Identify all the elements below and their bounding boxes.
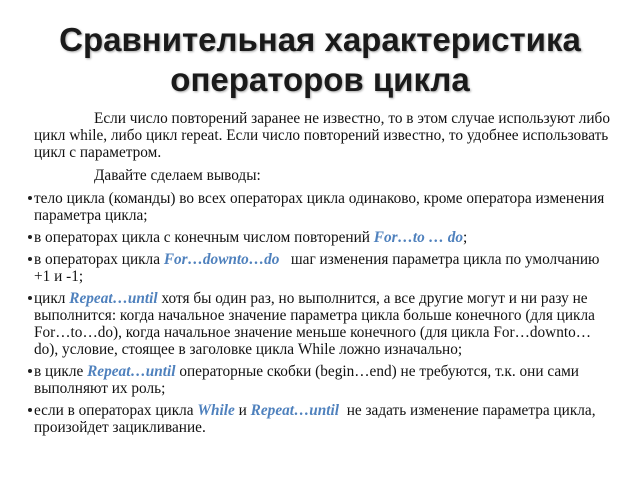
- bullet-icon: [28, 196, 32, 200]
- list-item-text: если в операторах цикла: [34, 402, 198, 419]
- conclusions-list: [34, 190, 614, 436]
- list-item-text: не задать изменение параметра цикла, произойдет зацикливание.: [34, 402, 600, 436]
- title-line-2: операторов цикла: [170, 61, 470, 98]
- title-line-1: Сравнительная характеристика: [59, 21, 581, 58]
- keyword-for-to-do: For…to … do: [373, 229, 464, 246]
- conclusion-heading: Давайте сделаем выводы:: [94, 167, 261, 184]
- intro-paragraph: Если число повторений заранее не известно, то в этом случае используют либо цикл while, либо цикл repeat. Если число повторений известно, то удобнее использовать цикл с параметром.: [34, 110, 610, 161]
- list-item-text: в операторах цикла: [34, 251, 164, 268]
- keyword-while: While: [197, 402, 235, 419]
- list-item: [34, 290, 614, 358]
- list-item-text: шаг изменения параметра цикла по умолчанию +1 и -1;: [34, 251, 604, 285]
- keyword-repeat-until: Repeat…until: [69, 290, 158, 307]
- bullet-icon: [28, 235, 32, 239]
- list-item-text: в операторах цикла с конечным числом повторений: [34, 229, 374, 246]
- bullet-icon: [28, 369, 32, 373]
- list-item: [34, 251, 614, 285]
- list-item: [34, 363, 614, 397]
- bullet-icon: [28, 257, 32, 261]
- slide-content: [34, 110, 614, 441]
- list-item-text: хотя бы один раз, но выполнится, а все другие могут и ни разу не выполнится: когда начальное значение параметра цикла больше конечного (для цикла For…to…do), когда начальное значение меньше конечного (для цикла For…downto…do), условие, стоящее в заголовке цикла While ложно изначально;: [34, 290, 595, 358]
- list-item-text: ;: [463, 229, 468, 246]
- keyword-for-downto-do: For…downto…do: [163, 251, 280, 268]
- list-item: [34, 402, 614, 436]
- bullet-icon: [28, 408, 32, 412]
- list-item-text: цикл: [34, 290, 70, 307]
- list-item-text: в цикле: [34, 363, 88, 380]
- list-item-text: тело цикла (команды) во всех операторах цикла одинаково, кроме оператора изменения параметра цикла;: [34, 190, 605, 224]
- list-item: [34, 229, 614, 246]
- list-item-text: операторные скобки (begin…end) не требуются, т.к. они сами выполняют их роль;: [34, 363, 579, 397]
- list-item-text: и: [234, 402, 251, 419]
- bullet-icon: [28, 296, 32, 300]
- keyword-repeat-until: Repeat…until: [250, 402, 340, 419]
- keyword-repeat-until: Repeat…until: [87, 363, 176, 380]
- slide-title: [0, 20, 640, 100]
- list-item: [34, 190, 614, 224]
